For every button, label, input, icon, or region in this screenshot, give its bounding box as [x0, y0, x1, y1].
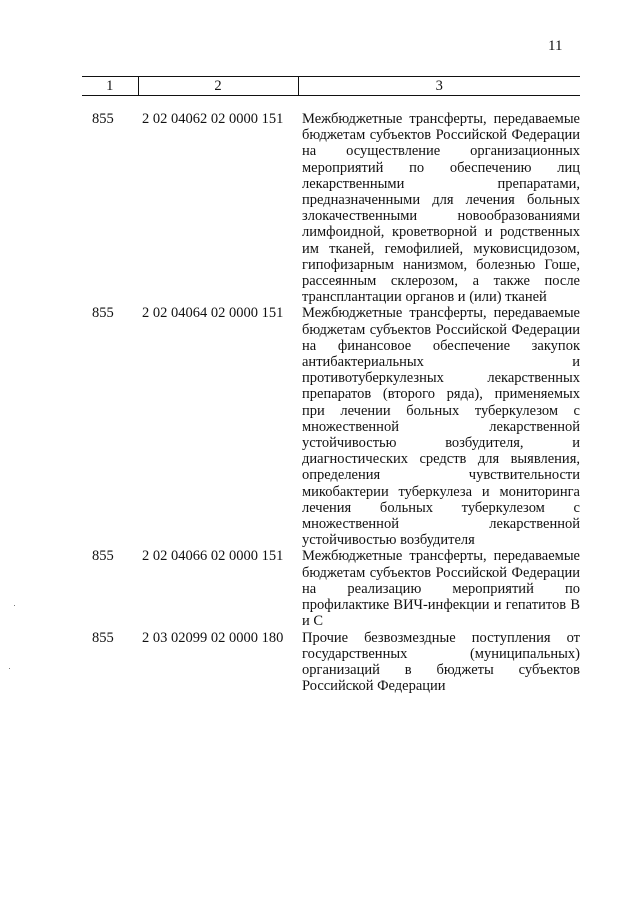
revenue-name-cell: Прочие безвозмездные поступления от государственных (муниципальных) организаций в бюджеты субъектов Российской Федерации	[302, 629, 580, 695]
table-header-row	[82, 77, 580, 96]
admin-code-cell: 855	[92, 305, 114, 322]
scan-artifact	[9, 668, 10, 669]
revenue-name-cell: Межбюджетные трансферты, передаваемые бюджетам субъектов Российской Федерации на реализацию мероприятий по профилактике ВИЧ-инфекции и гепатитов В и С	[302, 548, 580, 630]
column-header-1: 1	[82, 77, 138, 96]
admin-code-cell: 855	[92, 548, 114, 565]
page-number: 11	[548, 38, 563, 54]
budget-revenue-table	[82, 76, 580, 694]
admin-code-cell: 855	[92, 629, 114, 646]
admin-code-cell: 855	[92, 111, 114, 127]
table-row	[82, 96, 580, 306]
revenue-code-cell: 2 03 02099 02 0000 180	[142, 629, 284, 646]
column-header-3: 3	[298, 77, 580, 96]
table-row	[82, 630, 580, 695]
scan-artifact	[14, 605, 15, 606]
revenue-code-cell: 2 02 04066 02 0000 151	[142, 548, 284, 565]
revenue-name-cell: Межбюджетные трансферты, передаваемые бюджетам субъектов Российской Федерации на осуществление организационных мероприятий по обеспечению лиц лекарственными препаратами, предназначенными для лечения больных злокачественными новообразованиями лимфоидной, кроветворной и родственных им тканей, гемофилией, муковисцидозом, гипофизарным нанизмом, болезнью Гоше, рассеянным склерозом, а также после трансплантации органов и (или) тканей	[302, 111, 580, 306]
revenue-code-cell: 2 02 04062 02 0000 151	[142, 111, 284, 127]
column-header-2: 2	[138, 77, 298, 96]
table-row	[82, 305, 580, 548]
revenue-code-cell: 2 02 04064 02 0000 151	[142, 305, 284, 322]
revenue-name-cell: Межбюджетные трансферты, передаваемые бюджетам субъектов Российской Федерации на финансовое обеспечение закупок антибактериальных и противотуберкулезных лекарственных препаратов (второго ряда), применяемых при лечении больных туберкулезом с множественной лекарственной устойчивостью возбудителя, и диагностических средств для выявления, определения чувствительности микобактерии туберкулеза и мониторинга лечения больных туберкулезом с множественной лекарственной устойчивостью возбудителя	[302, 305, 580, 549]
table-row	[82, 548, 580, 629]
